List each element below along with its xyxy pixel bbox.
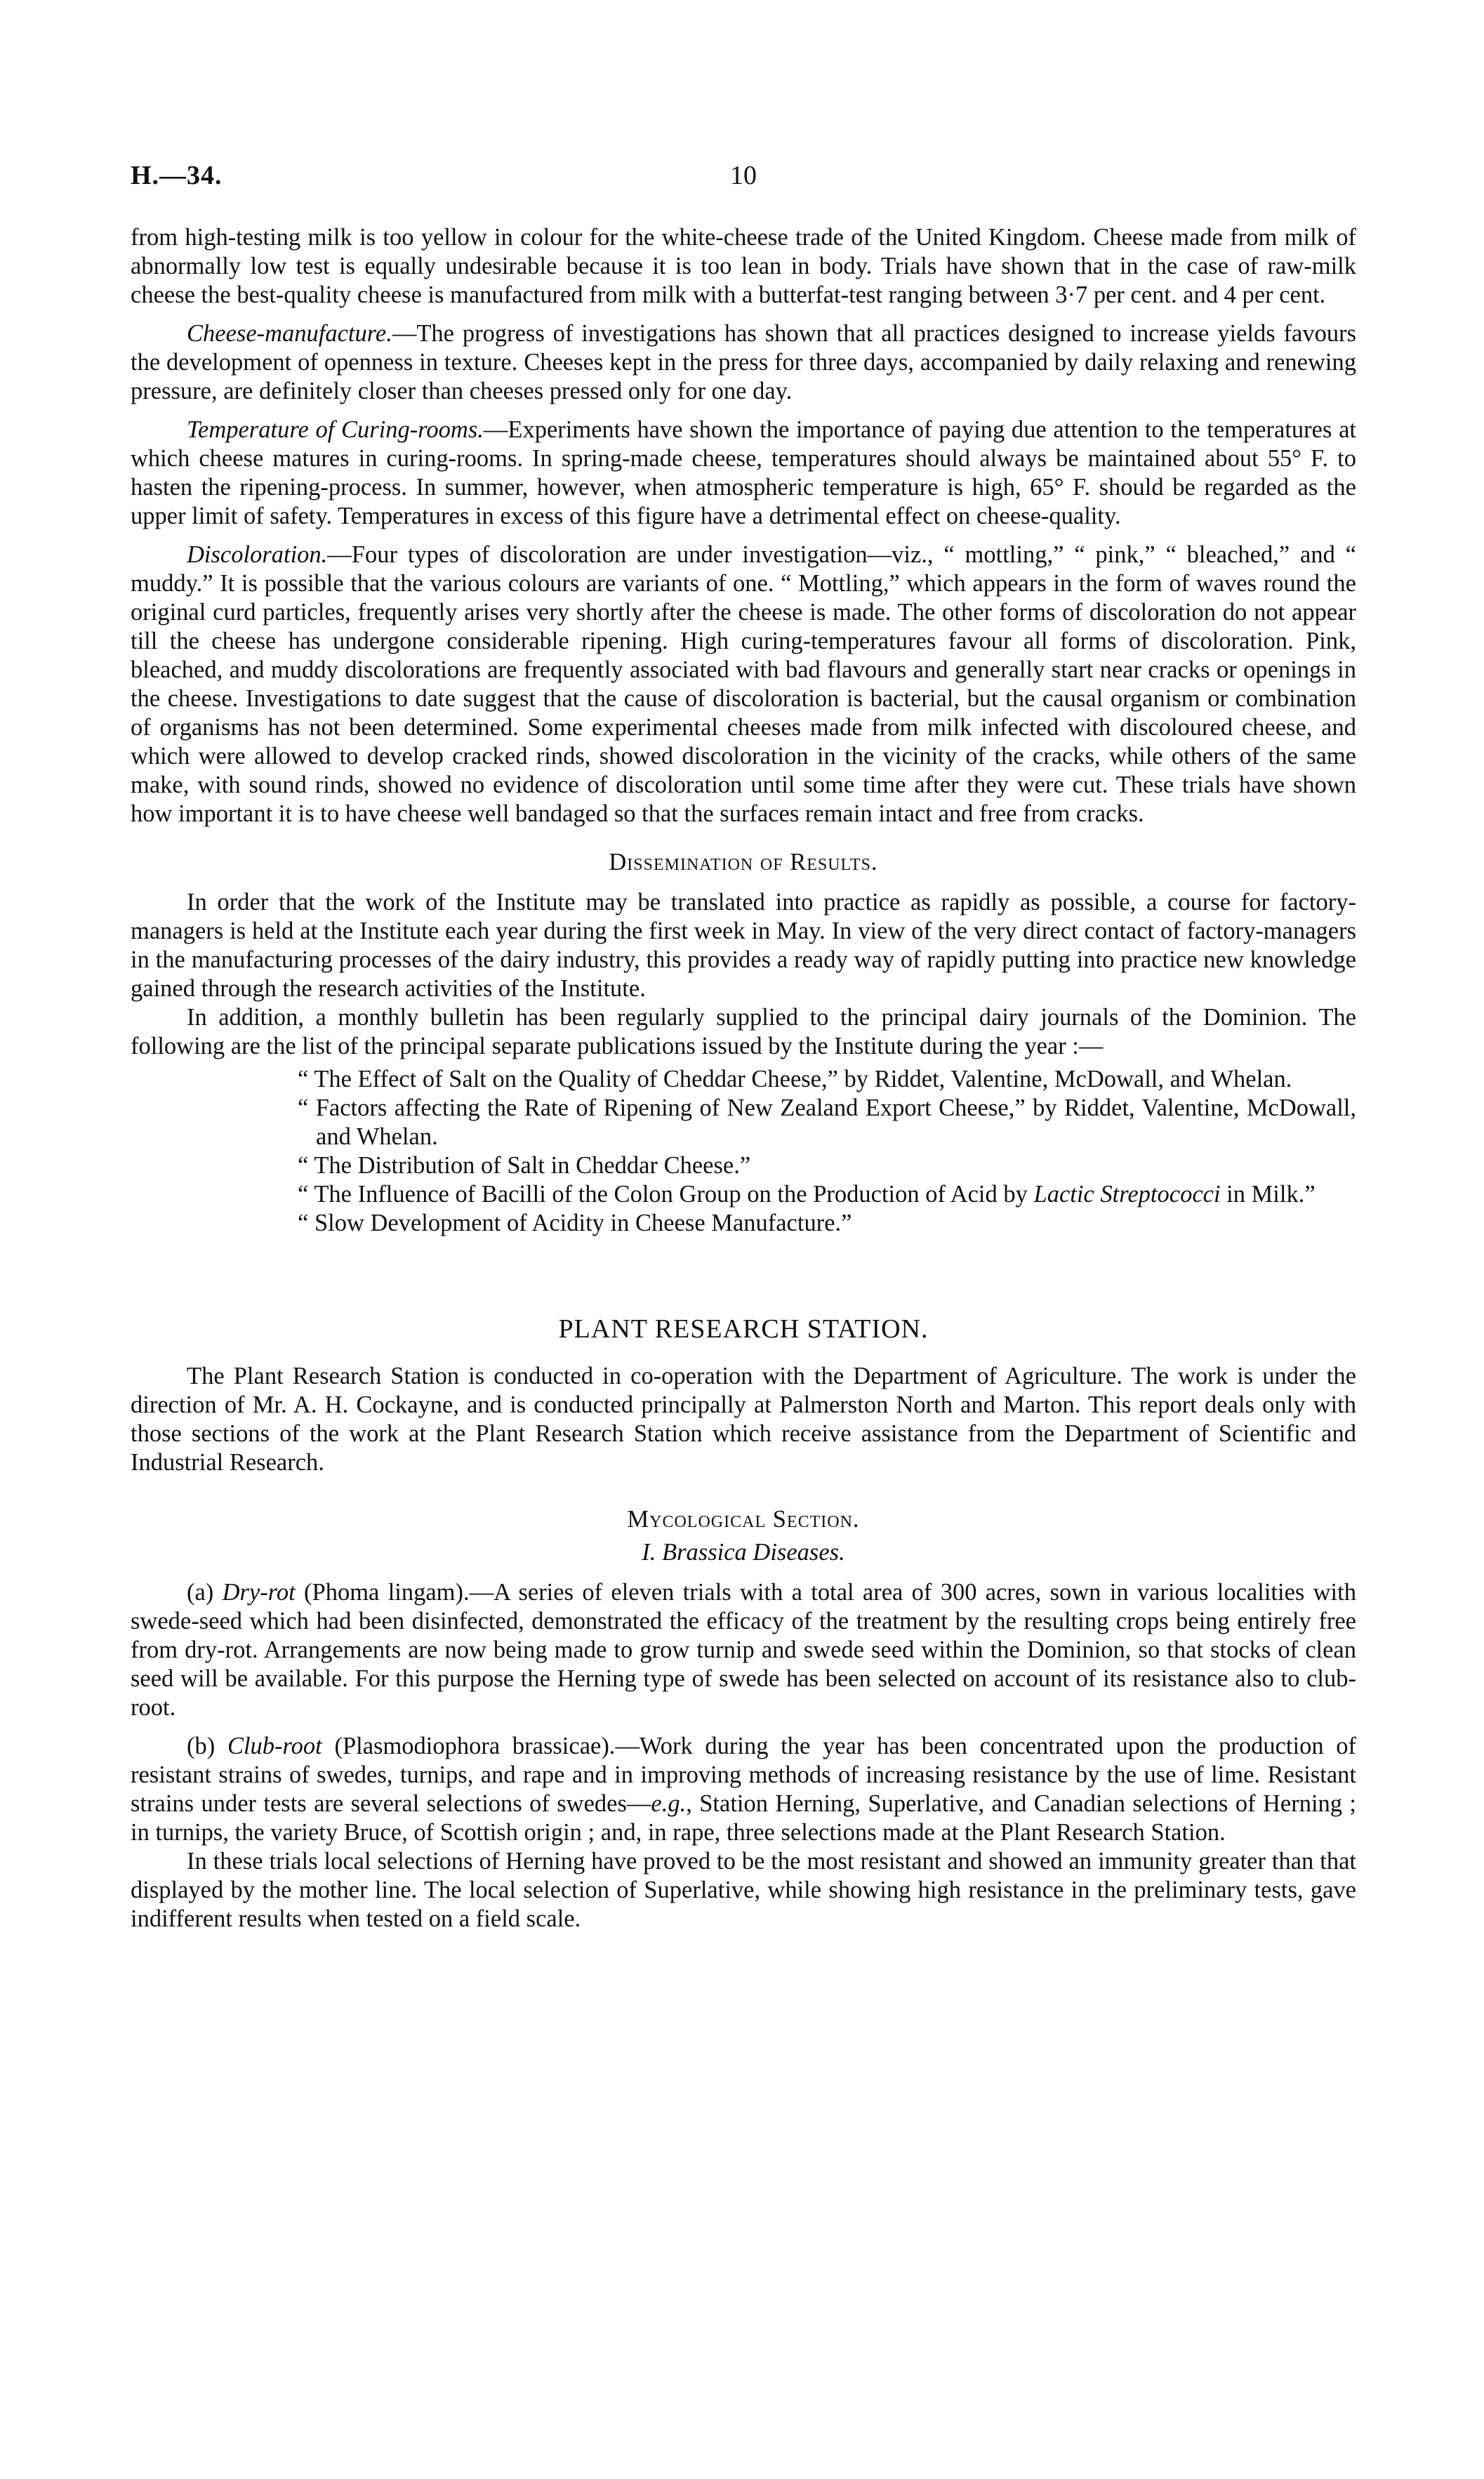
paragraph-lead: Cheese-manufacture. xyxy=(187,320,392,347)
publication-item xyxy=(239,1180,1356,1209)
publication-text: in Milk.” xyxy=(1220,1181,1316,1208)
paragraph-lead: Discoloration. xyxy=(187,541,328,568)
item-label: (b) xyxy=(187,1733,227,1759)
publication-item: “ The Distribution of Salt in Cheddar Cheese.” xyxy=(298,1152,751,1179)
paragraph-text: —Work during the year has been concentrated upon the production of resistant strains of swedes, turnips, and rape and in improving methods of increasing resistance by the use of lime. Resistant strains under tests are several selections of swedes— xyxy=(131,1733,1357,1817)
paragraph-bulletin: In addition, a monthly bulletin has been regularly supplied to the principal dairy journals of the Dominion. The following are the list of the principal separate publications issued by the Institute during the year :— xyxy=(131,1004,1356,1059)
page-header xyxy=(131,160,1356,202)
paragraph-text: —A series of eleven trials with a total area of 300 acres, sown in various localities with swede-seed which had been disinfected, demonstrated the efficacy of the treatment by the resulting crops being entirely free from dry-rot. Arrangements are now being made to grow turnip and swede seed within the Dominion, so that stocks of clean seed will be available. For this purpose the Herning type of swede has been selected on account of its resistance also to club-root. xyxy=(131,1579,1356,1721)
paragraph-cheese-manufacture xyxy=(131,319,1356,406)
species-name: (Plasmodiophora brassicae). xyxy=(322,1733,616,1759)
document-code: H.—34. xyxy=(131,161,223,190)
section-heading-plant-research: PLANT RESEARCH STATION. xyxy=(558,1314,929,1344)
publication-list xyxy=(131,1065,1356,1238)
paragraph-text: —The progress of investigations has shown that all practices designed to increase yields favours the development of openness in texture. Cheeses kept in the press for three days, accompanied by daily relaxing and renewing pressure, are definitely closer than cheeses pressed only for one day. xyxy=(131,320,1356,404)
page-number: 10 xyxy=(730,161,757,190)
species-name: (Phoma lingam). xyxy=(295,1579,470,1606)
paragraph-text: —Four types of discoloration are under investigation—viz., “ mottling,” “ pink,” “ bleached,” and “ muddy.” It is possible that the various colours are variants of one. “ Mottling,” which appears in the form of waves round the original curd particles, frequently arises very shortly after the cheese is made. The other forms of discoloration do not appear till the cheese has undergone considerable ripening. High curing-temperatures favour all forms of discoloration. Pink, bleached, and muddy discolorations are frequently associated with bad flavours and generally start near cracks or openings in the cheese. Investigations to date suggest that the cause of discoloration is bacterial, but the causal organism or combination of organisms has not been determined. Some experimental cheeses made from milk infected with discoloured cheese, and which were allowed to develop cracked rinds, showed discoloration in the vicinity of the cracks, while others of the same make, with sound rinds, showed no evidence of discoloration until some time after they were cut. These trials have shown how important it is to have cheese well bandaged so that the surfaces remain intact and free from cracks. xyxy=(131,541,1356,827)
publication-item: “ Factors affecting the Rate of Ripening of New Zealand Export Cheese,” by Riddet, Valentine, McDowall, and Whelan. xyxy=(298,1095,1356,1150)
publication-item: “ Slow Development of Acidity in Cheese Manufacture.” xyxy=(298,1210,852,1236)
paragraph-plant-research: The Plant Research Station is conducted in co-operation with the Department of Agriculture. The work is under the direction of Mr. A. H. Cockayne, and is conducted principally at Palmerston North and Marton. This report deals only with those sections of the work at the Plant Research Station which receive assistance from the Department of Scientific and Industrial Research. xyxy=(131,1363,1356,1476)
paragraph-discoloration xyxy=(131,541,1356,828)
item-label: (a) xyxy=(187,1579,223,1606)
paragraph-lead: Dry-rot xyxy=(222,1579,296,1606)
paragraph-italic: e.g. xyxy=(651,1790,687,1817)
paragraph-lead: Club-root xyxy=(227,1733,322,1759)
subsection-heading-brassica: I. Brassica Diseases. xyxy=(642,1539,845,1566)
paragraph-milk-test: from high-testing milk is too yellow in colour for the white-cheese trade of the United Kingdom. Cheese made from milk of abnormally low test is equally undesirable because it is too lean in body. Trials have shown that in the case of raw-milk cheese the best-quality cheese is manufactured from milk with a butterfat-test ranging between 3·7 per cent. and 4 per cent. xyxy=(131,224,1356,308)
paragraph-text: —Experiments have shown the importance of paying due attention to the temperatures at which cheese matures in curing-rooms. In spring-made cheese, temperatures should always be maintained about 55° F. to hasten the ripening-process. In summer, however, when atmospheric temperature is high, 65° F. should be regarded as the upper limit of safety. Temperatures in excess of this figure have a detrimental effect on cheese-quality. xyxy=(131,416,1356,529)
document-body xyxy=(131,223,1356,1933)
publication-item: “ The Effect of Salt on the Quality of Cheddar Cheese,” by Riddet, Valentine, McDowall, and Whelan. xyxy=(298,1066,1292,1092)
paragraph-herning-trials: In these trials local selections of Herning have proved to be the most resistant and showed an immunity greater than that displayed by the mother line. The local selection of Superlative, while showing high resistance in the preliminary tests, gave indifferent results when tested on a field scale. xyxy=(131,1848,1356,1932)
section-heading-mycological: Mycological Section. xyxy=(627,1506,860,1533)
paragraph-lead: Temperature of Curing-rooms. xyxy=(187,416,484,443)
paragraph-curing-temperature xyxy=(131,416,1356,531)
paragraph-club-root xyxy=(131,1732,1356,1847)
paragraph-text: , Station Herning, Superlative, and Canadian selections of Herning ; in turnips, the variety Bruce, of Scottish origin ; and, in rape, three selections made at the Plant Research Station. xyxy=(131,1790,1356,1846)
publication-italic: Lactic Streptococci xyxy=(1033,1181,1221,1208)
publication-text: “ The Influence of Bacilli of the Colon Group on the Production of Acid by xyxy=(298,1181,1034,1208)
section-heading-dissemination: Dissemination of Results. xyxy=(609,849,878,875)
paragraph-dry-rot xyxy=(131,1578,1356,1722)
paragraph-factory-course: In order that the work of the Institute may be translated into practice as rapidly as possible, a course for factory-managers is held at the Institute each year during the first week in May. In view of the very direct contact of factory-managers in the manufacturing processes of the dairy industry, this provides a ready way of rapidly putting into practice new knowledge gained through the research activities of the Institute. xyxy=(131,889,1356,1002)
